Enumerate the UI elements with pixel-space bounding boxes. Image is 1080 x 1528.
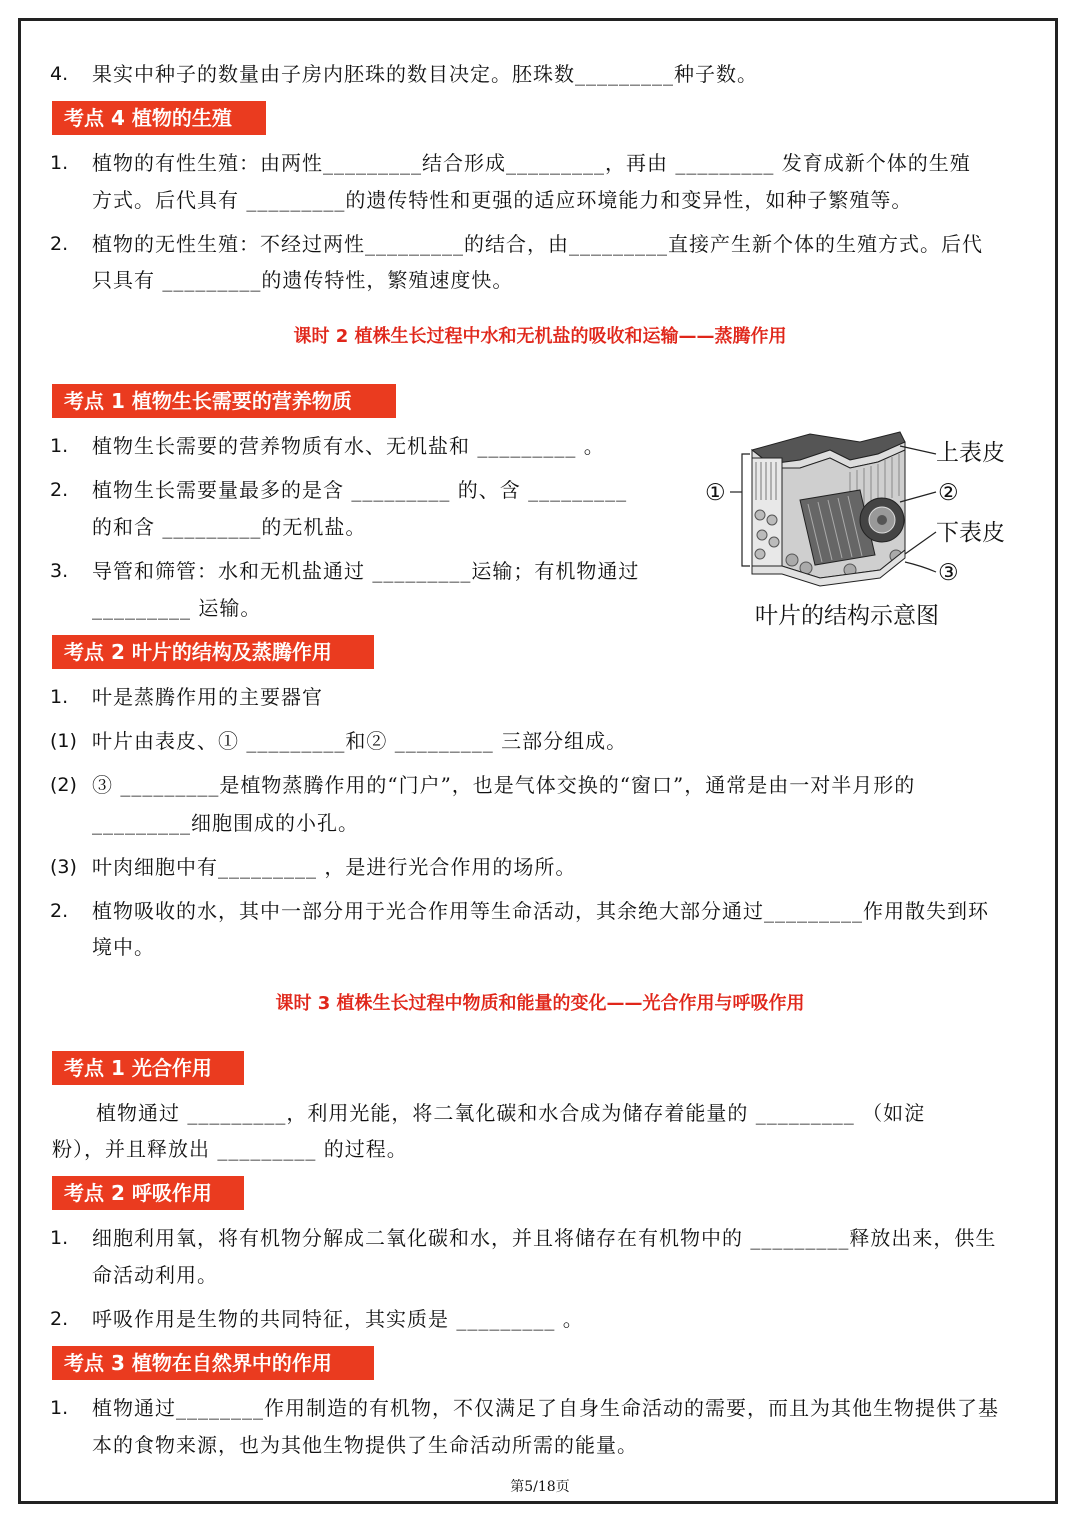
text-line: 植物生长需要量最多的是含 _________ 的、含 _________ [92,478,628,502]
item-number: 1. [50,152,69,174]
text-line: 命活动利用。 [92,1263,218,1287]
item-number: 1. [50,435,69,457]
text-line: 叶肉细胞中有_________ ，是进行光合作用的场所。 [92,855,577,879]
text-line: 植物吸收的水，其中一部分用于光合作用等生命活动，其余绝大部分通过_________作用散失到环 [92,899,989,923]
text-line: 本的食物来源，也为其他生物提供了生命活动所需的能量。 [92,1433,638,1457]
section-tag: 考点 2 呼吸作用 [52,1176,244,1210]
section-tag: 考点 3 植物在自然界中的作用 [52,1346,374,1380]
item-number: (3) [50,856,77,878]
text-line: 植物生长需要的营养物质有水、无机盐和 _________ 。 [92,434,605,458]
text-line: 呼吸作用是生物的共同特征，其实质是 _________ 。 [92,1307,584,1331]
item-number: 2. [50,479,69,501]
item-number: 1. [50,1397,69,1419]
label-lower-epidermis: 下表皮 [936,520,1005,546]
text-line: 的和含 _________的无机盐。 [92,515,367,539]
label-upper-epidermis: 上表皮 [936,440,1005,466]
text-line: 导管和筛管：水和无机盐通过 _________运输；有机物通过 [92,559,640,583]
text-line: 植物通过________作用制造的有机物，不仅满足了自身生命活动的需要，而且为其他生物提供了基 [92,1396,999,1420]
page-number: 第5/18页 [510,1479,570,1495]
text-line: 叶是蒸腾作用的主要器官 [92,685,323,709]
section-tag: 考点 1 植物生长需要的营养物质 [52,384,396,418]
marker-3: ③ [938,560,959,586]
text-line: _________细胞围成的小孔。 [92,811,359,835]
item-number: 3. [50,560,69,582]
text-line: 境中。 [92,935,155,959]
text-line: 果实中种子的数量由子房内胚珠的数目决定。胚珠数_________种子数。 [92,62,758,86]
figure-caption: 叶片的结构示意图 [755,603,939,629]
text-line: 只具有 _________的遗传特性，繁殖速度快。 [92,268,514,292]
marker-1: ① [705,480,726,506]
item-number: 2. [50,1308,69,1330]
item-number: 2. [50,900,69,922]
text-line: 方式。后代具有 _________的遗传特性和更强的适应环境能力和变异性，如种子繁殖等。 [92,188,913,212]
text-line: _________ 运输。 [92,596,262,620]
lesson-title: 课时 3 植株生长过程中物质和能量的变化——光合作用与呼吸作用 [275,993,805,1014]
item-number: 2. [50,233,69,255]
text-line: 细胞利用氧，将有机物分解成二氧化碳和水，并且将储存在有机物中的 _________释放出来，供生 [92,1226,997,1250]
text-line: 植物通过 _________，利用光能，将二氧化碳和水合成为储存着能量的 _________ （如淀 [96,1101,926,1125]
text-line: 粉），并且释放出 _________ 的过程。 [52,1137,408,1161]
item-number: (2) [50,774,77,796]
section-tag: 考点 2 叶片的结构及蒸腾作用 [52,635,374,669]
marker-2: ② [938,480,959,506]
section-tag: 考点 4 植物的生殖 [52,101,266,135]
item-number: 1. [50,1227,69,1249]
item-number: (1) [50,730,77,752]
text-line: 植物的有性生殖：由两性_________结合形成_________，再由 _________ 发育成新个体的生殖 [92,151,971,175]
text-line: ③ _________是植物蒸腾作用的“门户”，也是气体交换的“窗口”，通常是由一对半月形的 [92,773,916,797]
item-number: 1. [50,686,69,708]
lesson-title: 课时 2 植株生长过程中水和无机盐的吸收和运输——蒸腾作用 [293,326,787,347]
section-tag: 考点 1 光合作用 [52,1051,244,1085]
item-number: 4. [50,63,69,85]
text-line: 植物的无性生殖：不经过两性_________的结合，由_________直接产生新个体的生殖方式。后代 [92,232,983,256]
text-line: 叶片由表皮、① _________和② _________ 三部分组成。 [92,729,628,753]
